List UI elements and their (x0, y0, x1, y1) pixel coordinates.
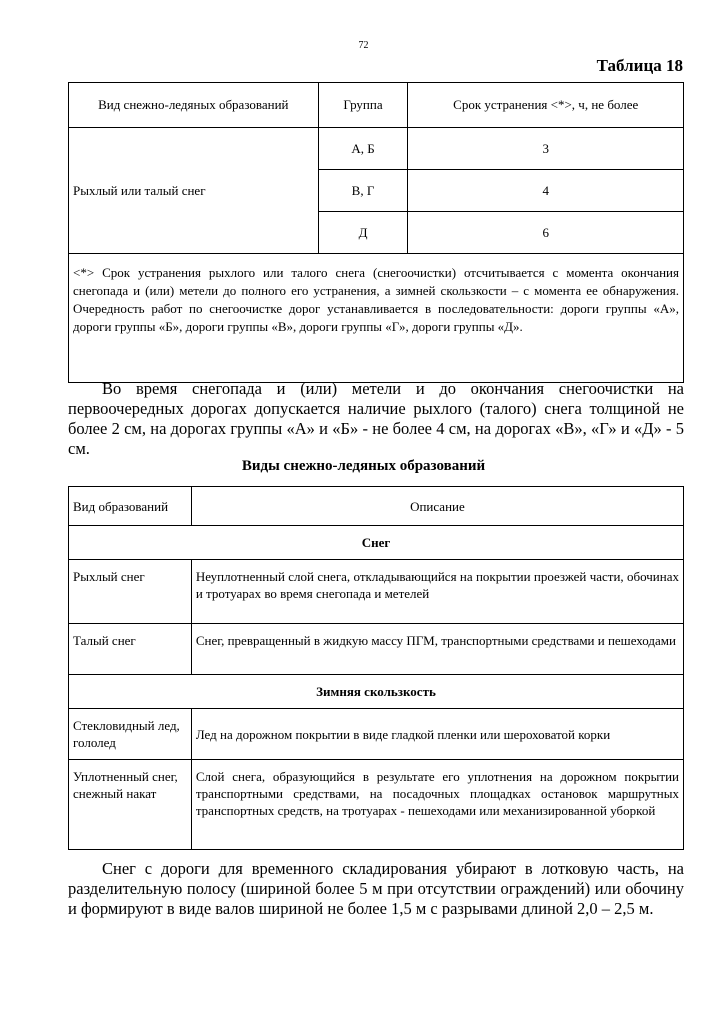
types-title: Виды снежно-ледяных образований (241, 458, 486, 474)
table-18-header-row (69, 83, 684, 128)
note-row (69, 254, 684, 383)
section-row (69, 675, 684, 709)
paragraph-snow-storage: Снег с дороги для временного складирования убирают в лотковую часть, на разделительную полосу (шириной более 5 м при отсутствии ограждений) или обочину и формируют в виде валов шириной не более 1,5 м с разрывами длиной 2,0 – 2,5 м. (68, 859, 684, 918)
section-snow: Снег (69, 526, 684, 560)
table-18-title: Таблица 18 (596, 56, 683, 75)
header-group: Группа (318, 83, 408, 128)
row-label: Рыхлый или талый снег (69, 128, 319, 254)
header-desc: Описание (191, 487, 683, 526)
table-row (69, 709, 684, 760)
types-table (68, 486, 684, 850)
table-18-note: <*> Срок устранения рыхлого или талого снега (снегоочистки) отсчитывается с момента окончания снегопада и (или) метели до полного его устранения, а зимней скользкости – с момента ее обнаружения. Очередность работ по снегоочистке дорог устанавливается в последовательности: дороги группы «А», дороги группы «Б», дороги группы «В», дороги группы «Г», дороги группы «Д». (69, 254, 684, 383)
type-name: Стекловидный лед, гололед (69, 709, 192, 760)
type-desc: Лед на дорожном покрытии в виде гладкой пленки или шероховатой корки (191, 709, 683, 760)
table-row (69, 624, 684, 675)
type-desc: Неуплотненный слой снега, откладывающийся на покрытии проезжей части, обочинах и тротуарах во время снегопада и метелей (191, 560, 683, 624)
header-kind: Вид образований (69, 487, 192, 526)
type-desc: Слой снега, образующийся в результате его уплотнения на дорожном покрытии транспортными средствами, на посадочных площадках остановок маршрутных транспортных средств, на тротуарах - пешеходами или механизированной уборкой (191, 760, 683, 850)
paragraph-snow-thickness: Во время снегопада и (или) метели и до окончания снегоочистки на первоочередных дорогах допускается наличие рыхлого (талого) снега толщиной не более 2 см, на дорогах группы «А» и «Б» - не более 4 см, на дорогах «В», «Г» и «Д» - 5 см. (68, 379, 684, 458)
hours-cell: 3 (408, 128, 684, 170)
section-row (69, 526, 684, 560)
group-cell: В, Г (318, 170, 408, 212)
table-row (69, 128, 684, 170)
header-kind: Вид снежно-ледяных образований (69, 83, 319, 128)
table-18 (68, 82, 684, 383)
type-name: Талый снег (69, 624, 192, 675)
type-name: Рыхлый снег (69, 560, 192, 624)
group-cell: А, Б (318, 128, 408, 170)
header-deadline: Срок устранения <*>, ч, не более (408, 83, 684, 128)
table-row (69, 560, 684, 624)
table-row (69, 760, 684, 850)
type-desc: Снег, превращенный в жидкую массу ПГМ, транспортными средствами и пешеходами (191, 624, 683, 675)
page-number: 72 (358, 40, 369, 51)
hours-cell: 6 (408, 212, 684, 254)
hours-cell: 4 (408, 170, 684, 212)
section-ice: Зимняя скользкость (69, 675, 684, 709)
group-cell: Д (318, 212, 408, 254)
type-name: Уплотненный снег, снежный накат (69, 760, 192, 850)
types-header-row (69, 487, 684, 526)
